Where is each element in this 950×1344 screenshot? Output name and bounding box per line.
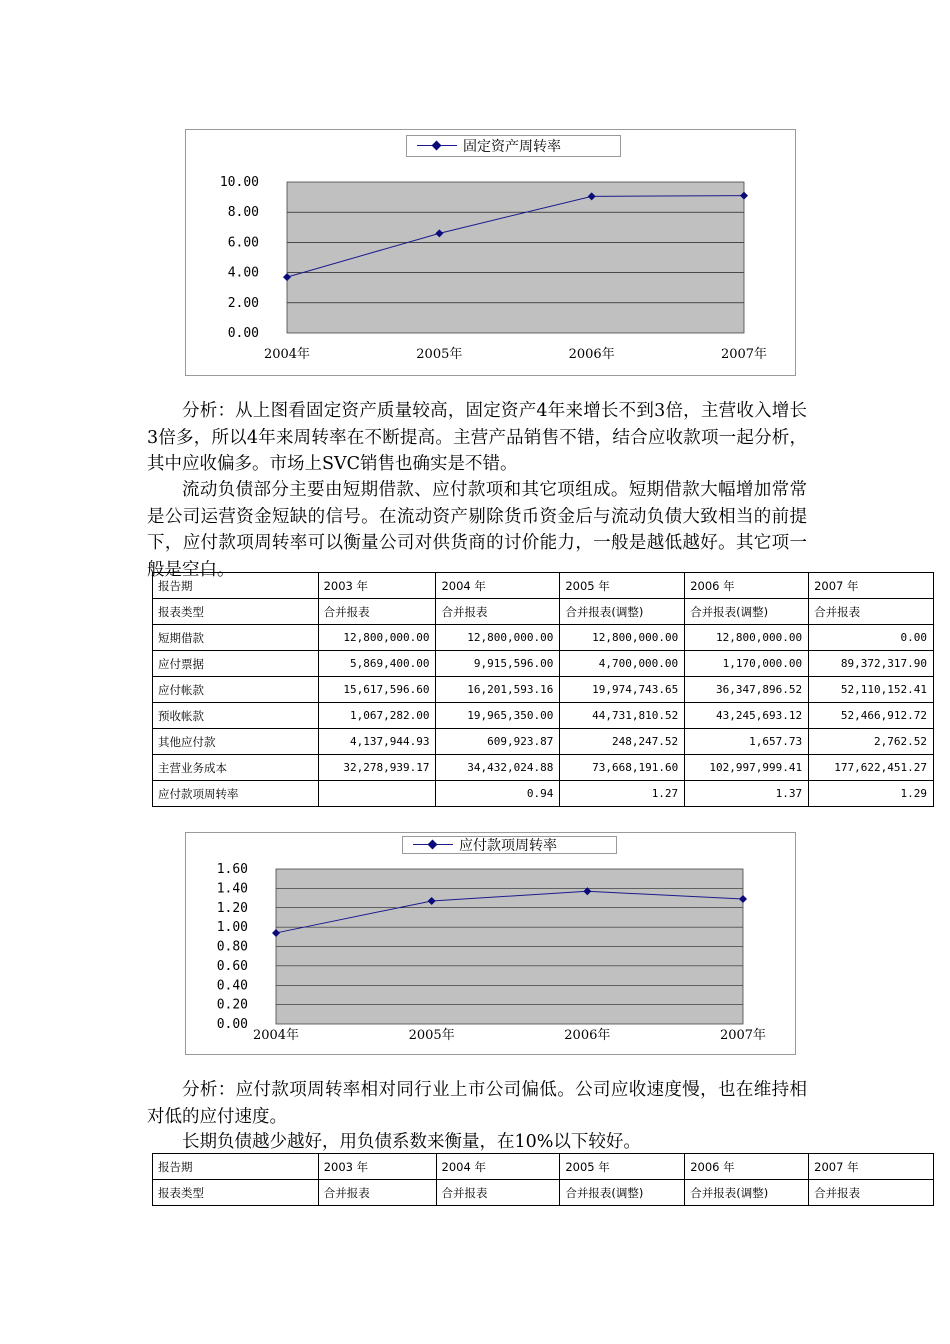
analysis-paragraph-1: 分析：从上图看固定资产质量较高，固定资产4年来增长不到3倍，主营收入增长3倍多，所以4年来周转率在不断提高。主营产品销售不错，结合应收款项一起分析，其中应收偏多。市场上SVC销售也确实是不错。 [147,401,807,474]
table-cell: 2006 年 [685,573,809,599]
y-tick-label: 0.00 [216,1017,248,1032]
legend-label: 固定资产周转率 [463,139,561,155]
x-tick-label: 2007年 [719,1028,767,1043]
table-cell: 1.27 [560,781,685,807]
analysis-paragraph-2: 分析：应付款项周转率相对同行业上市公司偏低。公司应收速度慢，也在维持相对低的应付速度。 [147,1080,807,1127]
row-header-cell: 应付票据 [153,651,319,677]
y-tick-label: 4.00 [227,265,259,281]
table-cell: 2,762.52 [809,729,934,755]
row-header-cell: 报表类型 [153,1180,319,1206]
table-cell: 4,700,000.00 [560,651,685,677]
table-row [153,703,934,729]
table-cell: 1,067,282.00 [318,703,436,729]
row-header-cell: 应付款项周转率 [153,781,319,807]
table-cell: 合并报表(调整) [685,1180,809,1206]
table-row [153,599,934,625]
table-cell [318,781,436,807]
table-cell: 36,347,896.52 [685,677,809,703]
table-cell: 1,170,000.00 [685,651,809,677]
table-cell: 2003 年 [318,1154,436,1180]
table-cell: 合并报表 [436,599,560,625]
y-tick-label: 0.60 [216,958,248,974]
table-cell: 9,915,596.00 [436,651,560,677]
table-row [153,781,934,807]
table-cell: 52,110,152.41 [809,677,934,703]
y-tick-label: 1.00 [216,920,248,936]
long-term-liabilities-paragraph: 长期负债越少越好，用负债系数来衡量，在10%以下较好。 [182,1132,641,1152]
x-tick-label: 2005年 [416,347,463,362]
x-tick-label: 2007年 [720,347,768,362]
y-tick-label: 2.00 [227,295,259,311]
table-cell: 合并报表 [436,1180,560,1206]
y-tick-label: 1.20 [216,900,248,916]
payables-turnover-chart [185,832,796,1055]
table-cell: 合并报表 [809,1180,934,1206]
table-cell: 609,923.87 [436,729,560,755]
table-cell: 19,974,743.65 [560,677,685,703]
y-tick-label: 0.40 [216,978,248,994]
table-cell: 248,247.52 [560,729,685,755]
table-cell: 合并报表 [318,599,436,625]
table-cell: 12,800,000.00 [685,625,809,651]
chart-plot [186,130,795,375]
row-header-cell: 报告期 [153,573,319,599]
table-cell: 合并报表(调整) [560,599,685,625]
table-cell: 合并报表 [318,1180,436,1206]
row-header-cell: 报表类型 [153,599,319,625]
table-cell: 合并报表(调整) [560,1180,685,1206]
table-row [153,755,934,781]
table-row [153,625,934,651]
table-cell: 合并报表 [809,599,934,625]
table-cell: 4,137,944.93 [318,729,436,755]
table-cell: 0.00 [809,625,934,651]
table-cell: 73,668,191.60 [560,755,685,781]
table-cell: 15,617,596.60 [318,677,436,703]
table-cell: 12,800,000.00 [560,625,685,651]
table-row [153,677,934,703]
table-cell: 2004 年 [436,1154,560,1180]
table-cell: 32,278,939.17 [318,755,436,781]
table-cell: 合并报表(调整) [685,599,809,625]
legend-label: 应付款项周转率 [459,838,557,854]
y-tick-label: 0.80 [216,939,248,955]
row-header-cell: 短期借款 [153,625,319,651]
table-cell: 2006 年 [685,1154,809,1180]
table-cell: 102,997,999.41 [685,755,809,781]
table-row [153,651,934,677]
table-cell: 2005 年 [560,1154,685,1180]
table-cell: 1,657.73 [685,729,809,755]
y-tick-label: 0.00 [227,326,259,341]
table-cell: 1.29 [809,781,934,807]
table-row [153,1154,934,1180]
long-term-liabilities-table [152,1153,934,1206]
table-cell: 0.94 [436,781,560,807]
fixed-asset-turnover-chart [185,129,796,376]
y-tick-label: 6.00 [227,235,259,251]
table-cell: 12,800,000.00 [318,625,436,651]
table-cell: 2007 年 [809,1154,934,1180]
current-liabilities-table [152,572,934,807]
table-cell: 2003 年 [318,573,436,599]
table-cell: 2004 年 [436,573,560,599]
y-tick-label: 1.60 [216,862,248,877]
table-row [153,729,934,755]
row-header-cell: 报告期 [153,1154,319,1180]
table-cell: 1.37 [685,781,809,807]
y-tick-label: 1.40 [216,881,248,897]
chart-plot [186,833,795,1054]
table-row [153,1180,934,1206]
row-header-cell: 预收帐款 [153,703,319,729]
y-tick-label: 8.00 [227,205,259,221]
y-tick-label: 10.00 [219,175,259,190]
table-cell: 2007 年 [809,573,934,599]
x-tick-label: 2004年 [252,1028,300,1043]
table-cell: 12,800,000.00 [436,625,560,651]
table-cell: 52,466,912.72 [809,703,934,729]
x-tick-label: 2006年 [568,347,615,362]
y-tick-label: 0.20 [216,997,248,1013]
row-header-cell: 主营业务成本 [153,755,319,781]
x-tick-label: 2006年 [564,1028,611,1043]
current-liabilities-paragraph: 流动负债部分主要由短期借款、应付款项和其它项组成。短期借款大幅增加常常是公司运营资金短缺的信号。在流动资产剔除货币资金后与流动负债大致相当的前提下，应付款项周转率可以衡量公司对供货商的讨价能力，一般是越低越好。其它项一般是空白。 [147,480,807,580]
table-cell: 5,869,400.00 [318,651,436,677]
x-tick-label: 2004年 [263,347,311,362]
row-header-cell: 其他应付款 [153,729,319,755]
table-cell: 44,731,810.52 [560,703,685,729]
table-cell: 34,432,024.88 [436,755,560,781]
table-cell: 43,245,693.12 [685,703,809,729]
table-cell: 16,201,593.16 [436,677,560,703]
row-header-cell: 应付帐款 [153,677,319,703]
table-cell: 19,965,350.00 [436,703,560,729]
x-tick-label: 2005年 [408,1028,455,1043]
table-row [153,573,934,599]
table-cell: 2005 年 [560,573,685,599]
table-cell: 89,372,317.90 [809,651,934,677]
table-cell: 177,622,451.27 [809,755,934,781]
